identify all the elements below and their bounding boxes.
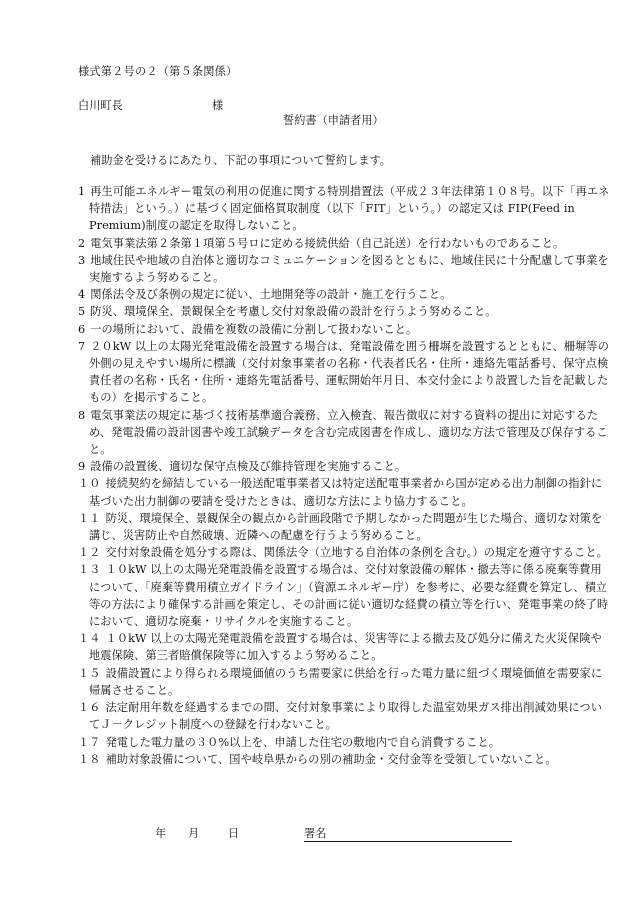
- pledge-item-14: [78, 630, 612, 664]
- addressee-name: 白川町長: [78, 99, 123, 112]
- item-number: 9: [78, 460, 86, 474]
- item-text: 一の場所において、設備を複数の設備に分割して扱わないこと。: [90, 322, 418, 336]
- form-number: 様式第２号の２（第５条関係）: [78, 65, 238, 78]
- pledge-item-10: [78, 475, 612, 509]
- item-text: 発電した電力量の３０%以上を、申請した住宅の敷地内で自ら消費すること。: [105, 735, 501, 749]
- pledge-item-5: [78, 303, 612, 320]
- item-text: 地域住民や地域の自治体と適切なコミュニケーションを図るとともに、地域住民に十分配慮して事業を実施するよう努めること。: [89, 253, 609, 285]
- item-number: 8: [78, 408, 86, 422]
- item-number: １１: [78, 511, 101, 525]
- item-text: 法定耐用年数を経過するまでの間、交付対象事業により取得した温室効果ガス排出削減効果についてＪ－クレジット制度への登録を行わないこと。: [89, 701, 603, 732]
- signature-label: 署名: [304, 827, 327, 840]
- item-text: 防災、環境保全、景観保全を考慮し交付対象設備の設計を行うよう努めること。: [90, 305, 497, 319]
- item-number: 3: [78, 253, 86, 267]
- pledge-item-9: [78, 458, 612, 475]
- pledge-item-15: [78, 665, 612, 699]
- item-number: １８: [78, 752, 101, 766]
- item-text: 設備の設置後、適切な保守点検及び維持管理を実施すること。: [90, 460, 407, 474]
- item-text: 交付対象設備を処分する際は、関係法令（立地する自治体の条例を含む。）の規定を遵守すること。: [105, 546, 608, 560]
- item-text: 電気事業法第２条第１項第５号ロに定める接続供給（自己託送）を行わないものであること。: [90, 236, 565, 250]
- month-label: 月: [188, 827, 200, 840]
- pledge-list: [78, 183, 612, 768]
- pledge-item-4: [78, 286, 612, 303]
- pledge-item-12: [78, 544, 612, 561]
- item-number: １０: [78, 477, 101, 491]
- pledge-item-7: [78, 338, 612, 407]
- item-text: 補助対象設備について、国や岐阜県からの別の補助金・交付金等を受領していないこと。: [105, 752, 557, 766]
- item-text: 再生可能エネルギー電気の利用の促進に関する特別措置法（平成２３年法律第１０８号。以下「再エネ特措法」という。）に基づく固定価格買取制度（以下「FIT」という。）の認定又は FIP(Feed in Premium)制度の認定を取得しないこと。: [89, 185, 610, 233]
- item-number: １７: [78, 735, 101, 749]
- item-number: 5: [78, 305, 86, 319]
- item-number: １３: [78, 563, 101, 577]
- pledge-item-13: [78, 561, 612, 630]
- item-number: １４: [78, 632, 101, 646]
- pledge-item-3: [78, 252, 612, 286]
- signature-area: [155, 825, 535, 845]
- item-number: １２: [78, 546, 101, 560]
- item-number: 6: [78, 322, 86, 336]
- item-text: 防災、環境保全、景観保全の観点から計画段階で予期しなかった問題が生じた場合、適切な対策を講じ、災害防止や自然破壊、近隣への配慮を行うよう努めること。: [89, 511, 603, 543]
- item-text: １０kW 以上の太陽光発電設備を設置する場合は、交付対象設備の解体・撤去等に係る廃棄等費用について、「廃棄等費用積立ガイドライン」（資源エネルギー庁）を参考に、必要な経費を算定し、積立等の方法により確保する計画を策定し、その計画に従い適切な経費の積立等を行い、発電事業の終了時において、適切な廃棄・リサイクルを実施すること。: [89, 563, 609, 629]
- item-number: １６: [78, 701, 101, 715]
- pledge-item-8: [78, 407, 612, 459]
- pledge-item-1: [78, 183, 612, 235]
- item-number: 7: [78, 339, 86, 353]
- item-text: ２０kW 以上の太陽光発電設備を設置する場合は、発電設備を囲う柵塀を設置するとともに、柵塀等の外側の見えやすい場所に標識（交付対象事業者の名称・代表者氏名・住所・連絡先電話番号、保守点検責任者の名称・氏名・住所・連絡先電話番号、運転開始年月日、本交付金により設置した旨を記載したもの）を掲示すること。: [89, 339, 610, 405]
- pledge-item-17: [78, 734, 612, 751]
- pledge-item-2: [78, 235, 612, 252]
- pledge-item-18: [78, 751, 612, 768]
- item-text: 設備設置により得られる環境価値のうち需要家に供給を行った電力量に紐づく環境価値を需要家に帰属させること。: [89, 666, 603, 697]
- signature-line[interactable]: [304, 841, 512, 842]
- pledge-item-16: [78, 699, 612, 733]
- document-title: 誓約書（申請者用）: [283, 114, 384, 127]
- intro-text: 補助金を受けるにあたり、下記の事項について誓約します。: [90, 154, 391, 167]
- item-number: １５: [78, 666, 101, 680]
- addressee-honorific: 様: [212, 99, 224, 112]
- item-text: 関係法令及び条例の規定に従い、土地開発等の設計・施工を行うこと。: [90, 288, 452, 302]
- item-number: 1: [78, 185, 86, 198]
- addressee: [78, 97, 278, 114]
- item-text: 接続契約を締結している一般送配電事業者又は特定送配電事業者から国が定める出力制御の指針に基づいた出力制御の要請を受けたときは、適切な方法により協力すること。: [89, 477, 603, 508]
- pledge-item-6: [78, 321, 612, 338]
- item-text: １０kW 以上の太陽光発電設備を設置する場合は、災害等による撤去及び処分に備えた火災保険や地震保険、第三者賠償保険等に加入するよう努めること。: [89, 632, 602, 663]
- year-label: 年: [155, 827, 167, 840]
- item-text: 電気事業法の規定に基づく技術基準適合義務、立入検査、報告徴収に対する資料の提出に対応するため、発電設備の設計図書や竣工試験データを含む完成図書を作成し、適切な方法で管理及び保存すること。: [89, 408, 608, 457]
- pledge-item-11: [78, 510, 612, 544]
- day-label: 日: [228, 827, 240, 840]
- item-number: 4: [78, 288, 86, 302]
- item-number: 2: [78, 236, 86, 250]
